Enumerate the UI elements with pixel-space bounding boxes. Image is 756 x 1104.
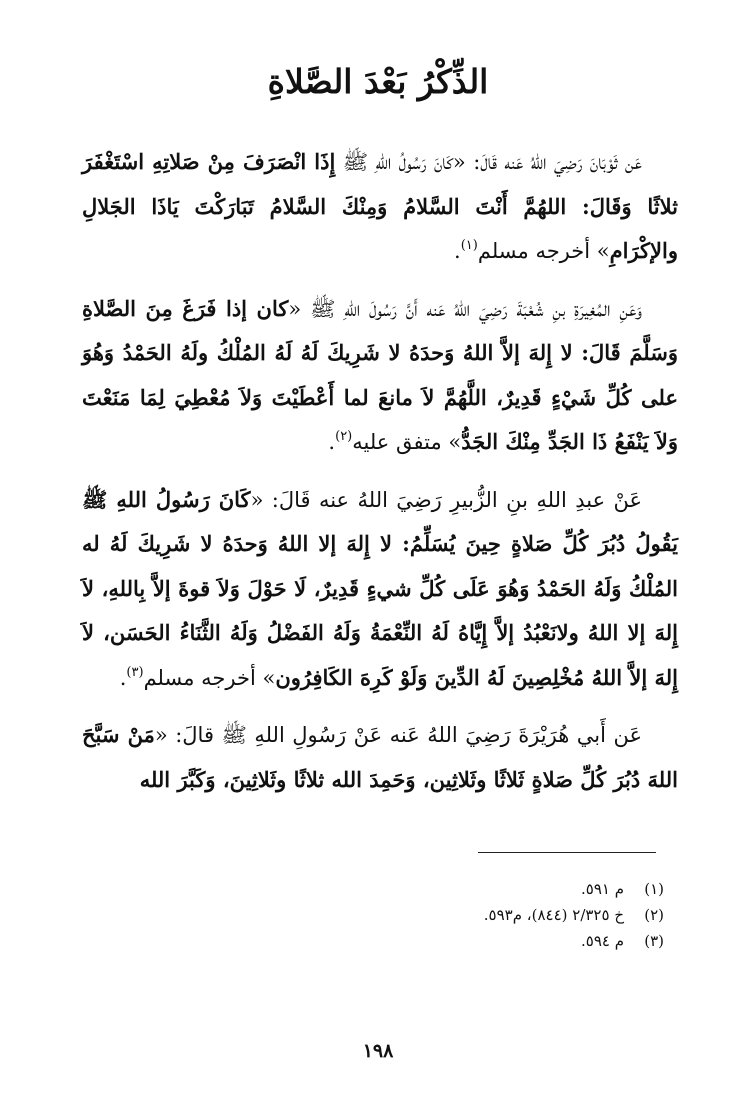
paragraph-abu-hurayra [82, 713, 678, 805]
footnote-item [104, 928, 664, 954]
hadith-text: كَانَ رَسُولُ اللهِ ﷺ يَقُولُ دُبُرَ كُلِّ صَلاةٍ حِينَ يُسَلِّمُ: لا إِلهَ إلا اللهُ وَحدَهُ لا شَرِيكَ لَهُ له المُلْكُ وَلَهُ الحَمْدُ وَهُوَ عَلَى كُلِّ شيءٍ قَدِيرٌ، لَا حَوْلَ وَلاَ قوةَ إلاَّ بِاللهِ، لاَ إِلهَ إلا اللهُ ولانَعْبُدُ إلاَّ إِيَّاهُ لَهُ النِّعْمَةُ وَلَهُ الفَضْلُ وَلَهُ الثَّنَاءُ الحَسَن، لاَ إِلهَ إلاَّ اللهُ مُخْلِصِينَ لَهُ الدِّينَ وَلَوْ كَرِهَ الكَافِرُون [82, 486, 678, 690]
footnote-number: (١) [644, 880, 664, 898]
paragraph-end: . [454, 239, 461, 263]
paragraph-mughira [82, 287, 678, 468]
footnote-ref: (١) [460, 238, 478, 253]
footnote-text: م ٥٩٤. [580, 932, 624, 950]
hadith-source: » متفق عليه [352, 430, 462, 454]
hadith-text: كان إذا فَرَغَ مِنَ الصَّلاةِ وَسَلَّمَ قَالَ: لا إِلهَ إلاَّ اللهُ وَحدَهُ لا شَرِيكَ لَهُ لَهُ المُلْكُ ولَهُ الحَمْدُ وَهُوَ على كُلِّ شَيْءٍ قَدِيرٌ، اللَّهُمَّ لاَ مانعَ لما أَعْطَيْتَ وَلاَ مُعْطِيَ لِمَا مَنَعْتَ وَلاَ يَنْفَعُ ذَا الجَدِّ مِنْكَ الجَدُّ [82, 295, 678, 454]
footnote-ref: (٢) [335, 429, 353, 444]
footnote-text: م ٥٩١. [580, 880, 624, 898]
footnote-number: (٢) [644, 906, 664, 924]
hadith-source: » أخرجه مسلم [143, 665, 276, 690]
paragraph-intro: عَن ثَوْبَانَ رَضِيَ اللهُ عَنه قَالَ: «كَانَ رَسُولُ اللهِ ﷺ [335, 150, 642, 174]
paragraph-intro: عَنْ عبدِ اللهِ بنِ الزُّبيرِ رَضِيَ اللهُ عنه قَالَ: « [250, 487, 643, 512]
paragraph-thawban [82, 140, 678, 277]
hadith-source: » أخرجه مسلم [477, 239, 610, 263]
footnotes [104, 876, 664, 954]
chapter-title: الذِّكْرُ بَعْدَ الصَّلاةِ [267, 62, 489, 101]
paragraph-end: . [328, 430, 336, 454]
footnote-item [104, 876, 664, 902]
paragraph-intro: وَعَنِ المُغِيرَةِ بنِ شُعْبَةَ رَضِيَ اللهُ عَنه أَنَّ رَسُولَ اللهِ ﷺ « [288, 296, 642, 321]
paragraph-end: . [119, 665, 127, 690]
paragraph-intro: عَن أَبي هُرَيْرَةَ رَضِيَ اللهُ عَنه عَنْ رَسُولِ اللهِ ﷺ قالَ: « [154, 723, 642, 747]
footnote-number: (٣) [644, 932, 664, 950]
hadith-text: إِذَا انْصَرَفَ مِنْ صَلاتِهِ اسْتَغْفَرَ ثلاثًا وَقَالَ: اللهُمَّ أَنْتَ السَّلامُ وَمِنْكَ السَّلامُ تَبَارَكْتَ يَاذَا الجَلالِ والإكْرَامِ [82, 149, 678, 263]
page-number: ١٩٨ [362, 1040, 394, 1062]
footnote-separator [478, 852, 656, 853]
hadith-text: مَنْ سَبَّحَ اللهَ دُبُرَ كُلِّ صَلاةٍ ثَلاثًا وثَلاثِين، وَحَمِدَ الله ثلاثًا وثَلاثِينَ، وَكَبَّرَ الله [82, 722, 678, 792]
footnote-item [104, 902, 664, 928]
main-text [82, 140, 678, 815]
footnote-ref: (٣) [126, 664, 144, 680]
footnote-text: خ ٢/٣٢٥ (٨٤٤)، م٥٩٣. [483, 906, 624, 924]
paragraph-zubayr [82, 478, 678, 704]
